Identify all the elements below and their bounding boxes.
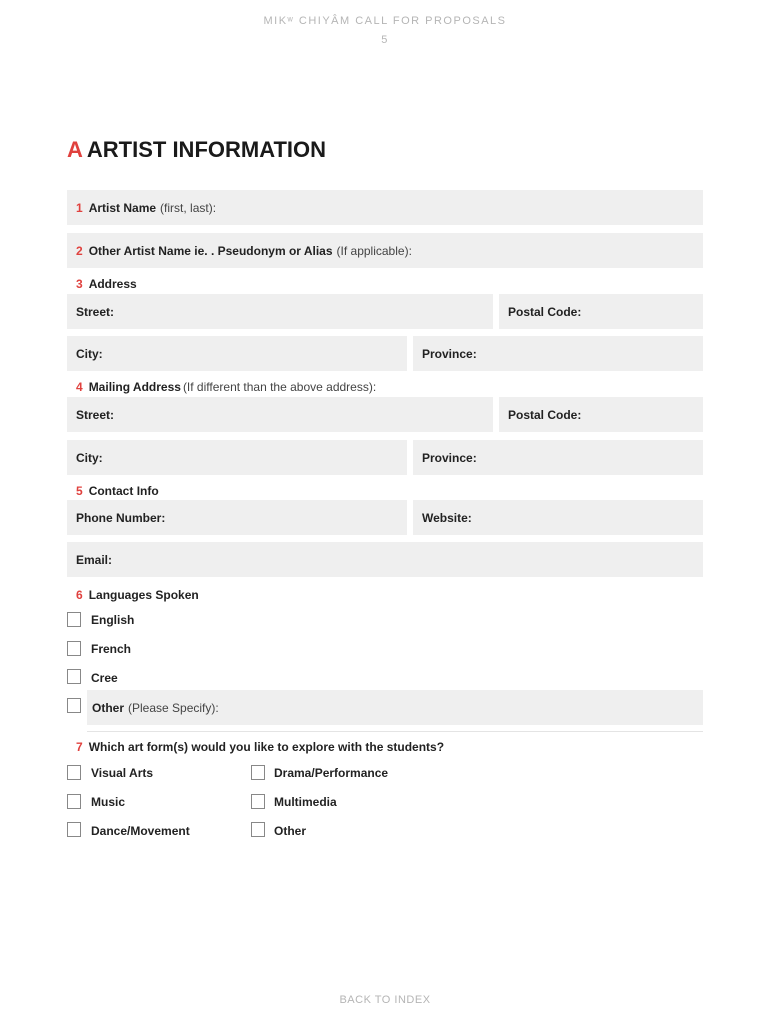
other-language-field[interactable] [87,690,703,725]
section-title [67,137,326,163]
cree-checkbox[interactable] [67,669,81,684]
question-number: 3 [76,277,83,291]
website-field[interactable] [413,500,703,535]
drama-performance-checkbox[interactable] [251,765,265,780]
mailing-street-field[interactable] [67,397,493,432]
multimedia-checkbox[interactable] [251,794,265,809]
artist-name-note: (first, last): [160,200,217,215]
english-label: English [91,613,135,627]
other-art-form-label: Other [274,824,307,838]
alias-field[interactable] [67,233,703,268]
address-street-field[interactable] [67,294,493,329]
contact-info-heading [76,483,159,499]
address-postal-code-field[interactable] [499,294,703,329]
english-checkbox[interactable] [67,612,81,627]
french-checkbox[interactable] [67,641,81,656]
languages-heading [76,587,199,603]
contact-info-label: Contact Info [88,484,159,498]
music-label: Music [91,795,126,809]
province-label: Province: [422,450,477,465]
street-label: Street: [76,407,115,422]
phone-number-field[interactable] [67,500,407,535]
street-label: Street: [76,304,115,319]
alias-note: (If applicable): [336,243,412,258]
other-language-checkbox[interactable] [67,698,81,713]
back-to-index-link[interactable]: BACK TO INDEX [339,994,431,1006]
city-label: City: [76,450,103,465]
visual-arts-label: Visual Arts [91,766,154,780]
section-letter: A [67,137,83,162]
address-heading [76,276,137,292]
mailing-address-heading [76,379,376,395]
question-number: 2 [76,243,83,258]
dance-movement-label: Dance/Movement [91,824,190,838]
drama-performance-label: Drama/Performance [274,766,389,780]
city-label: City: [76,346,103,361]
artist-name-field[interactable] [67,190,703,225]
music-checkbox[interactable] [67,794,81,809]
province-label: Province: [422,346,477,361]
multimedia-label: Multimedia [274,795,337,809]
art-forms-heading [76,739,444,755]
email-field[interactable] [67,542,703,577]
address-province-field[interactable] [413,336,703,371]
question-number: 5 [76,484,83,498]
address-city-field[interactable] [67,336,407,371]
divider [87,731,703,732]
mailing-postal-code-field[interactable] [499,397,703,432]
section-title-text: ARTIST INFORMATION [86,137,327,162]
phone-number-label: Phone Number: [76,510,166,525]
postal-code-label: Postal Code: [508,304,582,319]
mailing-city-field[interactable] [67,440,407,475]
mailing-province-field[interactable] [413,440,703,475]
cree-label: Cree [91,671,118,685]
dance-movement-checkbox[interactable] [67,822,81,837]
question-number: 1 [76,200,83,215]
alias-label: Other Artist Name ie. . Pseudonym or Alias [88,243,333,258]
languages-label: Languages Spoken [88,588,199,602]
other-language-label: Other [92,700,125,715]
postal-code-label: Postal Code: [508,407,582,422]
email-label: Email: [76,552,113,567]
address-label: Address [88,277,137,291]
artist-name-label: Artist Name [88,200,157,215]
other-language-note: (Please Specify): [128,700,219,715]
question-number: 4 [76,380,83,394]
french-label: French [91,642,132,656]
other-art-form-checkbox[interactable] [251,822,265,837]
mailing-address-label: Mailing Address [88,380,181,394]
page-number: 5 [381,34,389,46]
mailing-address-note: (If different than the above address): [182,380,377,394]
question-number: 6 [76,588,83,602]
website-label: Website: [422,510,472,525]
art-forms-label: Which art form(s) would you like to explore with the students? [88,740,445,754]
document-header-title: MIKʷ CHIYÂM CALL FOR PROPOSALS [263,15,507,27]
visual-arts-checkbox[interactable] [67,765,81,780]
question-number: 7 [76,740,83,754]
